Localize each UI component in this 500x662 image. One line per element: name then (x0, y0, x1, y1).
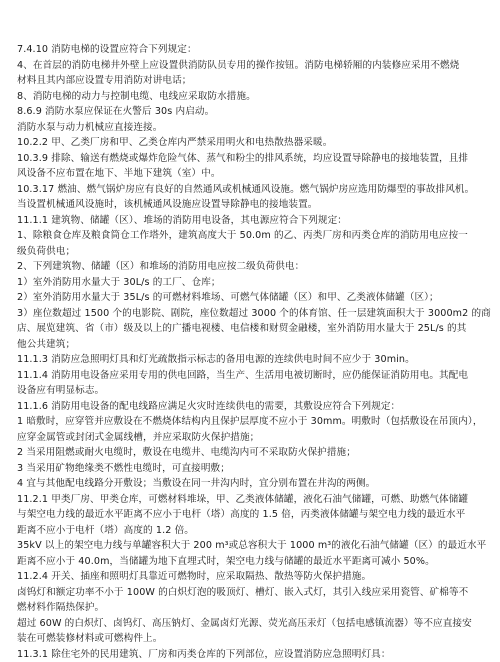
text-line: 应穿金属管或封闭式金属线槽，并应采取防火保护措施； (17, 430, 485, 446)
text-line: 11.2.1 甲类厂房、甲类仓库，可燃材料堆垛，甲、乙类液体储罐，液化石油气储罐，可燃、助燃气体储罐 (17, 492, 485, 508)
text-line: 1）室外消防用水量大于 30L/s 的工厂、仓库； (17, 275, 485, 291)
text-line: 设备应有明显标志。 (17, 383, 485, 399)
text-line: 超过 60W 的白炽灯、卤钨灯、高压钠灯、金属卤灯光源、荧光高压汞灯（包括电感镇流器）等不应直接安 (17, 616, 485, 632)
document-body (17, 42, 485, 662)
text-line: 材料且其内部应设置专用消防对讲电话； (17, 73, 485, 89)
text-line: 2）室外消防用水量大于 35L/s 的可燃材料堆场、可燃气体储罐（区）和甲、乙类液体储罐（区）； (17, 290, 485, 306)
text-line: 3）座位数超过 1500 个的电影院、剧院，座位数超过 3000 个的体育馆、任一层建筑面积大于 3000m2 的商 (17, 306, 485, 322)
text-line: 11.3.1 除住宅外的民用建筑、厂房和丙类仓库的下列部位，应设置消防应急照明灯具： (17, 647, 485, 662)
text-line: 11.1.1 建筑物、储罐（区）、堆场的消防用电设备，其电源应符合下列规定： (17, 213, 485, 229)
text-line: 8、消防电梯的动力与控制电缆、电线应采取防水措施。 (17, 89, 485, 105)
text-line: 消防水泵与动力机械应直接连接。 (17, 120, 485, 136)
text-line: 11.1.6 消防用电设备的配电线路应满足火灾时连续供电的需要，其敷设应符合下列规定： (17, 399, 485, 415)
text-line: 3 当采用矿物绝缘类不燃性电缆时，可直接明敷； (17, 461, 485, 477)
text-line: 8.6.9 消防水泵应保证在火警后 30s 内启动。 (17, 104, 485, 120)
text-line: 燃材料作隔热保护。 (17, 600, 485, 616)
text-line: 当设置机械通风设施时，该机械通风设施应设置导除静电的接地装置。 (17, 197, 485, 213)
text-line: 35kV 以上的架空电力线与单罐容积大于 200 m³或总容积大于 1000 m³的液化石油气储罐（区）的最近水平 (17, 538, 485, 554)
text-line: 4、在首层的消防电梯井外壁上应设置供消防队员专用的操作按钮。消防电梯轿厢的内装修应采用不燃烧 (17, 58, 485, 74)
text-line: 10.2.2 甲、乙类厂房和甲、乙类仓库内严禁采用明火和电热散热器采暖。 (17, 135, 485, 151)
text-line: 2、下列建筑物、储罐（区）和堆场的消防用电应按二级负荷供电： (17, 259, 485, 275)
text-line: 11.1.3 消防应急照明灯具和灯光疏散指示标志的备用电源的连续供电时间不应少于 30min。 (17, 352, 485, 368)
text-line: 装在可燃装修材料或可燃构件上。 (17, 631, 485, 647)
text-line: 10.3.9 排除、输送有燃烧或爆炸危险气体、蒸气和粉尘的排风系统，均应设置导除静电的接地装置，且排 (17, 151, 485, 167)
text-line: 级负荷供电； (17, 244, 485, 260)
text-line: 距离不应小于电杆（塔）高度的 1.2 倍。 (17, 523, 485, 539)
text-line: 与架空电力线的最近水平距离不应小于电杆（塔）高度的 1.5 倍，丙类液体储罐与架空电力线的最近水平 (17, 507, 485, 523)
text-line: 距离不应小于 40.0m，当储罐为地下直埋式时，架空电力线与储罐的最近水平距离可减小 50%。 (17, 554, 485, 570)
text-line: 4 宜与其他配电线路分开敷设；当敷设在同一井沟内时，宜分别布置在井沟的两侧。 (17, 476, 485, 492)
text-line: 风设备不应布置在地下、半地下建筑（室）中。 (17, 166, 485, 182)
text-line: 卤钨灯和额定功率不小于 100W 的白炽灯泡的吸顶灯、槽灯、嵌入式灯，其引入线应采用瓷管、矿棉等不 (17, 585, 485, 601)
text-line: 1 暗敷时，应穿管并应敷设在不燃烧体结构内且保护层厚度不应小于 30mm。明敷时（包括敷设在吊顶内）， (17, 414, 485, 430)
text-line: 1、除粮食仓库及粮食筒仓工作塔外，建筑高度大于 50.0m 的乙、丙类厂房和丙类仓库的消防用电应按一 (17, 228, 485, 244)
text-line: 店、展览建筑、省（市）级及以上的广播电视楼、电信楼和财贸金融楼，室外消防用水量大于 25L/s 的其 (17, 321, 485, 337)
text-line: 他公共建筑； (17, 337, 485, 353)
text-line: 11.2.4 开关、插座和照明灯具靠近可燃物时，应采取隔热、散热等防火保护措施。 (17, 569, 485, 585)
text-line: 7.4.10 消防电梯的设置应符合下列规定： (17, 42, 485, 58)
text-line: 10.3.17 燃油、燃气锅炉房应有良好的自然通风或机械通风设施。燃气锅炉房应选用防爆型的事故排风机。 (17, 182, 485, 198)
text-line: 11.1.4 消防用电设备应采用专用的供电回路，当生产、生活用电被切断时，应仍能保证消防用电。其配电 (17, 368, 485, 384)
text-line: 2 当采用阻燃或耐火电缆时，敷设在电缆井、电缆沟内可不采取防火保护措施； (17, 445, 485, 461)
